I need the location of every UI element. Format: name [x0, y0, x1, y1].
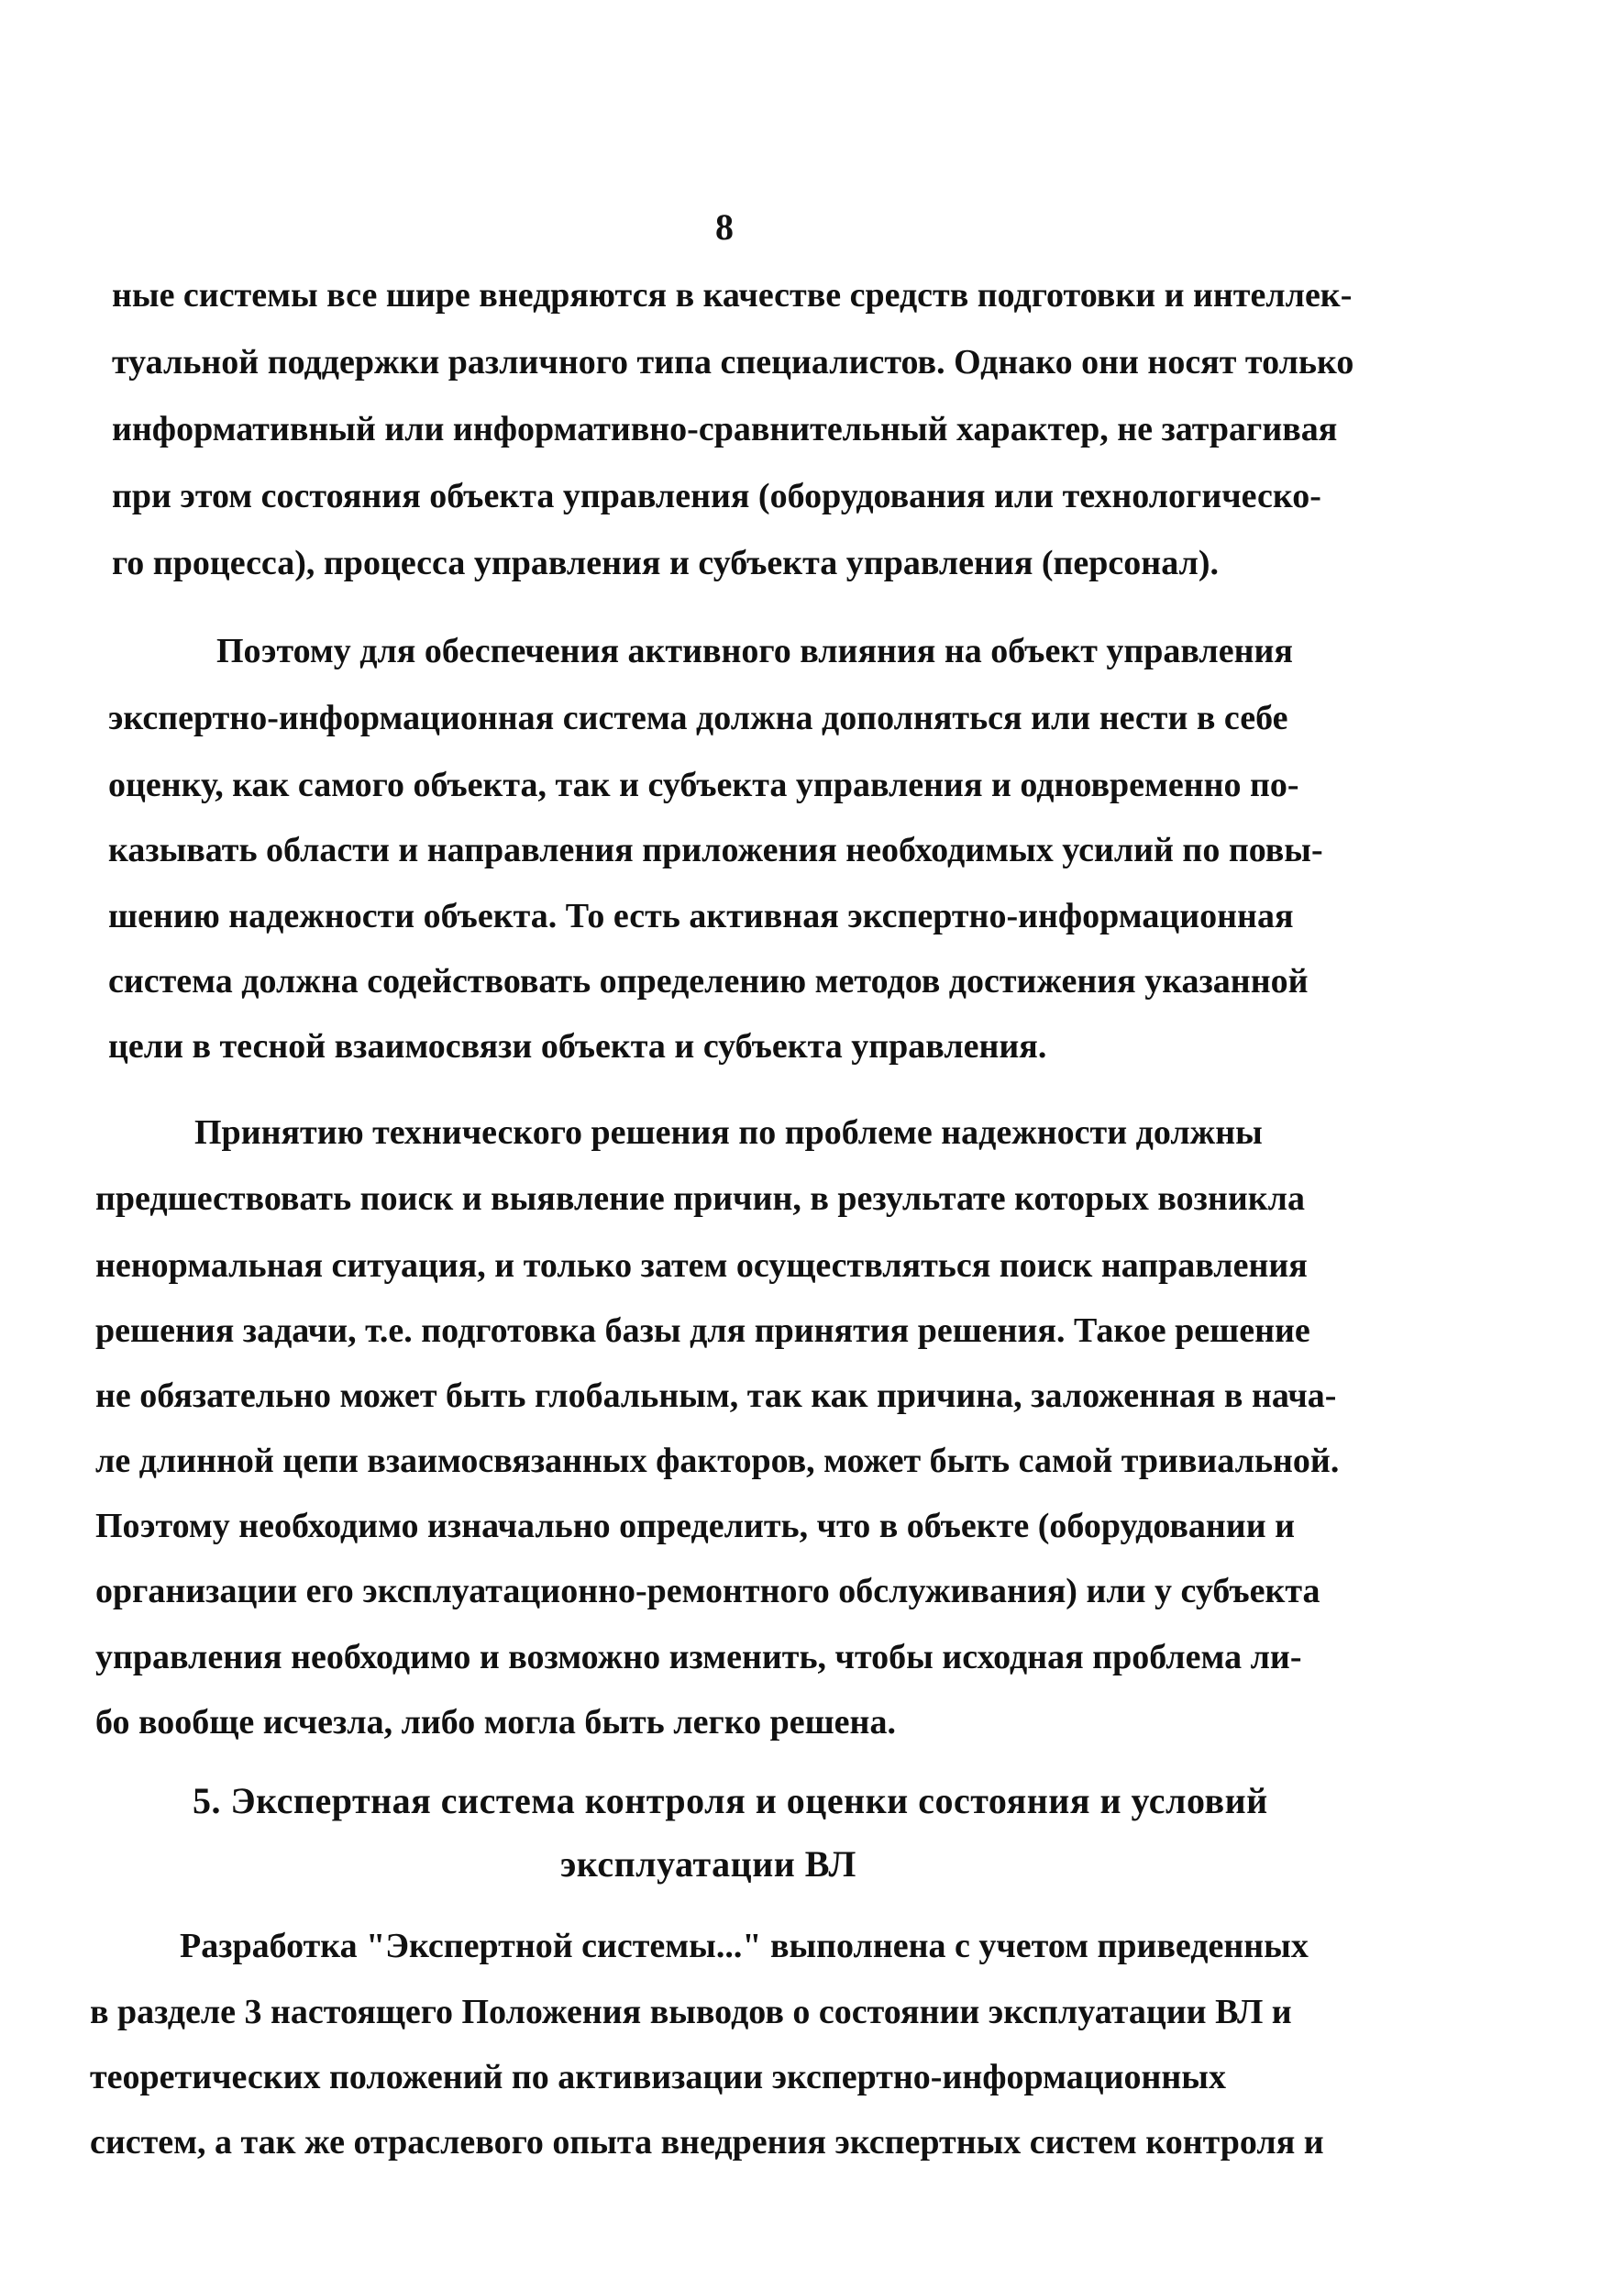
paragraph-line: ле длинной цепи взаимосвязанных факторов, может быть самой тривиальной.	[95, 1442, 1340, 1480]
paragraph-line: туальной поддержки различного типа специалистов. Однако они носят только	[112, 343, 1354, 382]
paragraph-line: систем, а так же отраслевого опыта внедрения экспертных систем контроля и	[90, 2123, 1324, 2162]
paragraph-line: экспертно-информационная система должна дополняться или нести в себе	[108, 699, 1288, 737]
paragraph-line: цели в тесной взаимосвязи объекта и субъекта управления.	[108, 1027, 1047, 1066]
paragraph-line: в разделе 3 настоящего Положения выводов о состоянии эксплуатации ВЛ и	[90, 1993, 1292, 2031]
paragraph-line: информативный или информативно-сравнительный характер, не затрагивая	[112, 410, 1338, 448]
paragraph-line: система должна содействовать определению методов достижения указанной	[108, 962, 1309, 1001]
paragraph-line: Поэтому для обеспечения активного влияния на объект управления	[216, 632, 1293, 670]
section-heading-line: эксплуатации ВЛ	[560, 1843, 856, 1885]
paragraph-line: Разработка "Экспертной системы..." выполнена с учетом приведенных	[180, 1927, 1309, 1965]
paragraph-line: Принятию технического решения по проблеме надежности должны	[194, 1113, 1263, 1152]
paragraph-line: при этом состояния объекта управления (оборудования или технологическо-	[112, 477, 1321, 515]
paragraph-line: оценку, как самого объекта, так и субъекта управления и одновременно по-	[108, 766, 1299, 804]
paragraph-line: ненормальная ситуация, и только затем осуществляться поиск направления	[95, 1246, 1308, 1285]
paragraph-line: Поэтому необходимо изначально определить, что в объекте (оборудовании и	[95, 1507, 1295, 1545]
paragraph-line: не обязательно может быть глобальным, так как причина, заложенная в нача-	[95, 1377, 1337, 1415]
paragraph-line: бо вообще исчезла, либо могла быть легко решена.	[95, 1703, 896, 1742]
paragraph-line: теоретических положений по активизации экспертно-информационных	[90, 2058, 1226, 2096]
paragraph-line: ные системы все шире внедряются в качестве средств подготовки и интеллек-	[112, 276, 1353, 315]
paragraph-line: казывать области и направления приложения необходимых усилий по повы-	[108, 831, 1323, 869]
paragraph-line: шению надежности объекта. То есть активная экспертно-информационная	[108, 897, 1294, 935]
page-number: 8	[715, 206, 734, 248]
section-heading-line: 5. Экспертная система контроля и оценки состояния и условий	[193, 1780, 1268, 1821]
paragraph-line: управления необходимо и возможно изменить, чтобы исходная проблема ли-	[95, 1638, 1302, 1676]
paragraph-line: решения задачи, т.е. подготовка базы для принятия решения. Такое решение	[95, 1311, 1310, 1350]
paragraph-line: предшествовать поиск и выявление причин, в результате которых возникла	[95, 1179, 1305, 1218]
paragraph-line: го процесса), процесса управления и субъекта управления (персонал).	[112, 544, 1220, 582]
paragraph-line: организации его эксплуатационно-ремонтного обслуживания) или у субъекта	[95, 1572, 1320, 1610]
